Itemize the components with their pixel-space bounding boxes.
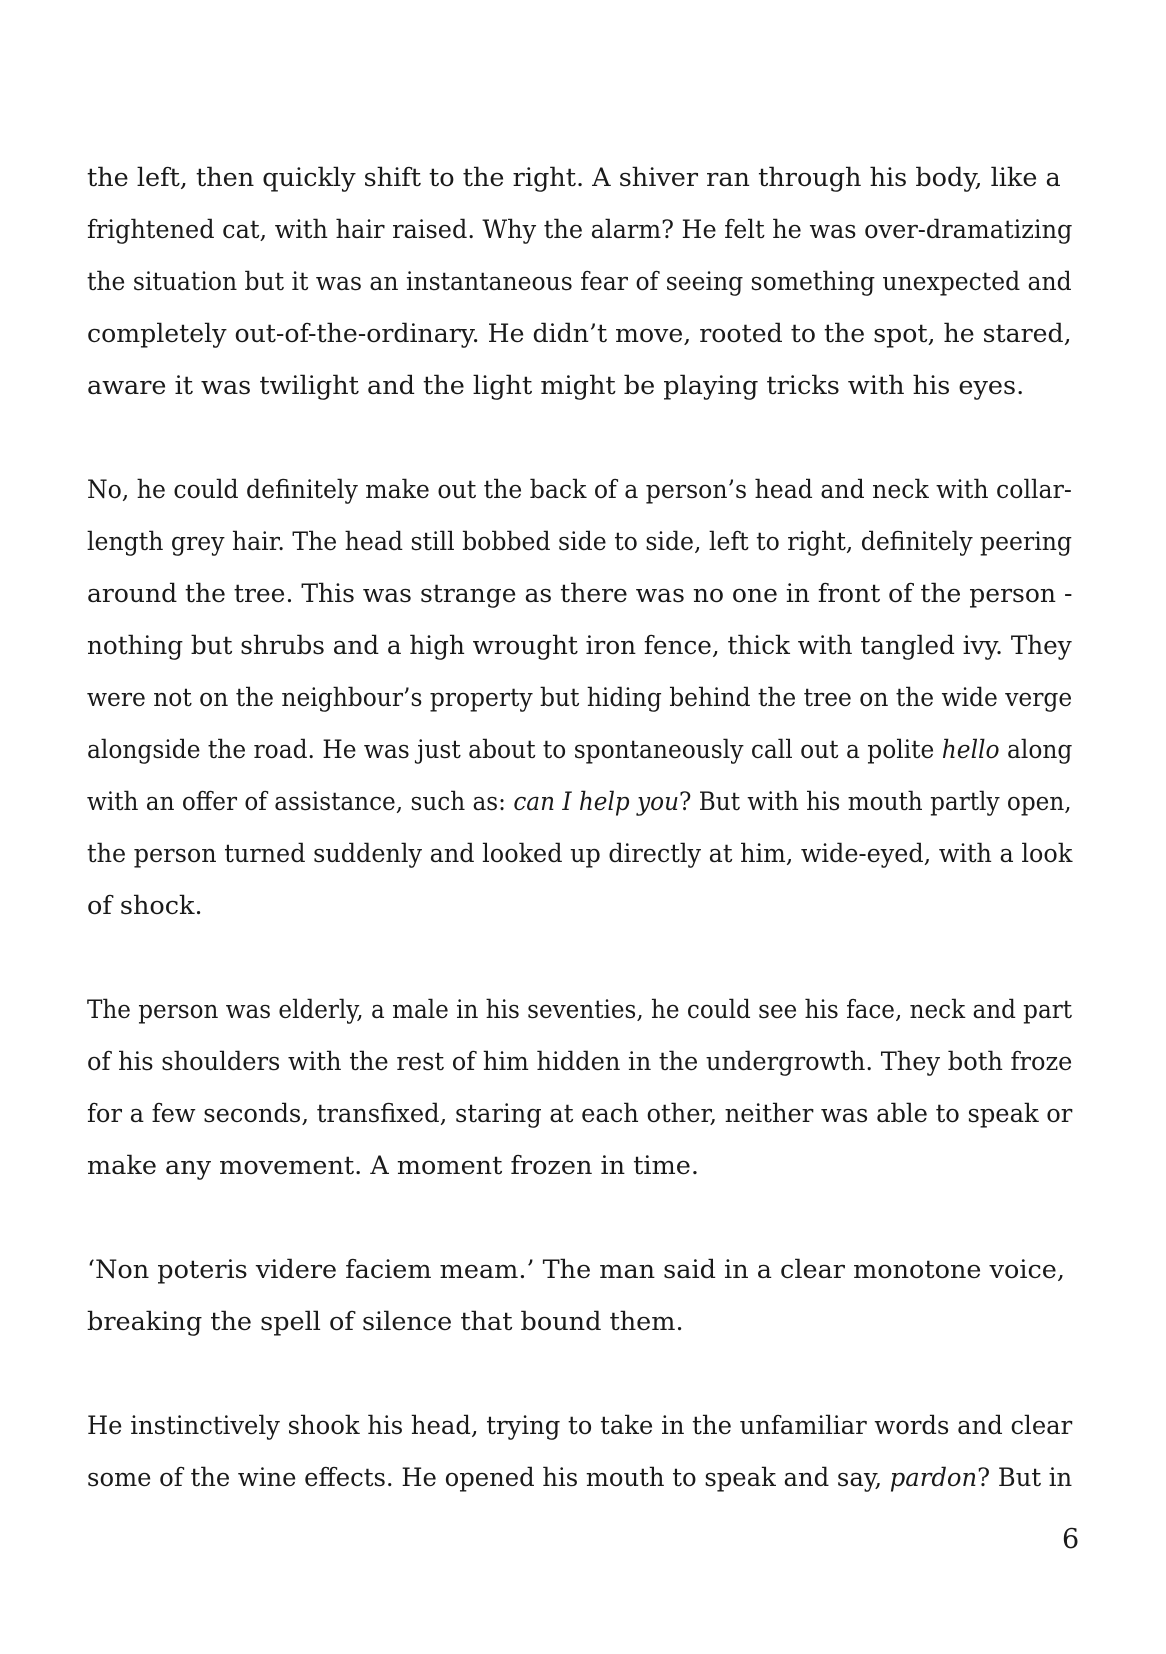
paragraph: [87, 1244, 1072, 1348]
text-line: [87, 516, 1073, 568]
text-line: [87, 568, 1073, 620]
text-line: [87, 620, 1072, 672]
text-run: with an offer of assistance, such as:: [87, 787, 514, 817]
text-line: [87, 1036, 1073, 1088]
text-run: of shock.: [87, 891, 203, 921]
text-run: ‘Non poteris videre faciem meam.’ The man said in a clear monotone voice,: [87, 1255, 1065, 1285]
text-line: [87, 1244, 1072, 1296]
text-line: [87, 776, 1072, 828]
text-run: for a few seconds, transfixed, staring at each other, neither was able to speak or: [87, 1099, 1073, 1129]
text-run: length grey hair. The head still bobbed side to side, left to right, definitely peering: [87, 527, 1073, 557]
text-line: [87, 1140, 1072, 1192]
text-line: [87, 828, 1073, 880]
text-line: [87, 204, 1073, 256]
text-run: the person turned suddenly and looked up directly at him, wide-eyed, with a look: [87, 839, 1073, 869]
text-run: alongside the road. He was just about to spontaneously call out a polite: [87, 735, 942, 765]
paragraph: [87, 464, 1072, 932]
paragraph: [87, 152, 1072, 412]
text-run: completely out-of-the-ordinary. He didn’t move, rooted to the spot, he stared,: [87, 319, 1072, 349]
paragraph: [87, 1400, 1072, 1504]
text-run: breaking the spell of silence that bound them.: [87, 1307, 684, 1337]
text-line: [87, 256, 1072, 308]
paragraph: [87, 984, 1072, 1192]
text-line: [87, 308, 1072, 360]
text-run: around the tree. This was strange as there was no one in front of the person -: [87, 579, 1073, 609]
text-line: [87, 672, 1073, 724]
text-line: [87, 360, 1072, 412]
text-run: ? But with his mouth partly open,: [679, 787, 1072, 817]
text-line: [87, 1400, 1073, 1452]
text-line: [87, 1452, 1073, 1504]
text-run: frightened cat, with hair raised. Why the alarm? He felt he was over-dramatizing: [87, 215, 1073, 245]
text-run: nothing but shrubs and a high wrought iron fence, thick with tangled ivy. They: [87, 631, 1072, 661]
text-run: He instinctively shook his head, trying to take in the unfamiliar words and clear: [87, 1411, 1073, 1441]
italic-text: can I help you: [513, 787, 680, 817]
text-line: [87, 724, 1073, 776]
text-run: along: [999, 735, 1073, 765]
page-number: 6: [1062, 1524, 1080, 1555]
text-line: [87, 152, 1072, 204]
text-run: the situation but it was an instantaneous fear of seeing something unexpected and: [87, 267, 1072, 297]
text-run: were not on the neighbour’s property but hiding behind the tree on the wide verge: [87, 683, 1073, 713]
text-run: of his shoulders with the rest of him hidden in the undergrowth. They both froze: [87, 1047, 1073, 1077]
text-run: make any movement. A moment frozen in time.: [87, 1151, 699, 1181]
text-run: ? But in: [977, 1463, 1073, 1493]
text-run: aware it was twilight and the light might be playing tricks with his eyes.: [87, 371, 1025, 401]
text-line: [87, 984, 1073, 1036]
text-line: [87, 880, 1072, 932]
text-run: No, he could definitely make out the back of a person’s head and neck with collar-: [87, 475, 1072, 505]
text-line: [87, 1296, 1072, 1348]
text-line: [87, 1088, 1073, 1140]
body-text: [87, 152, 1072, 1556]
text-line: [87, 464, 1072, 516]
italic-text: hello: [941, 735, 1000, 765]
text-run: The person was elderly, a male in his seventies, he could see his face, neck and part: [87, 995, 1073, 1025]
italic-text: pardon: [889, 1463, 978, 1493]
text-run: the left, then quickly shift to the right. A shiver ran through his body, like a: [87, 163, 1061, 193]
text-run: some of the wine effects. He opened his mouth to speak and say,: [87, 1463, 890, 1493]
